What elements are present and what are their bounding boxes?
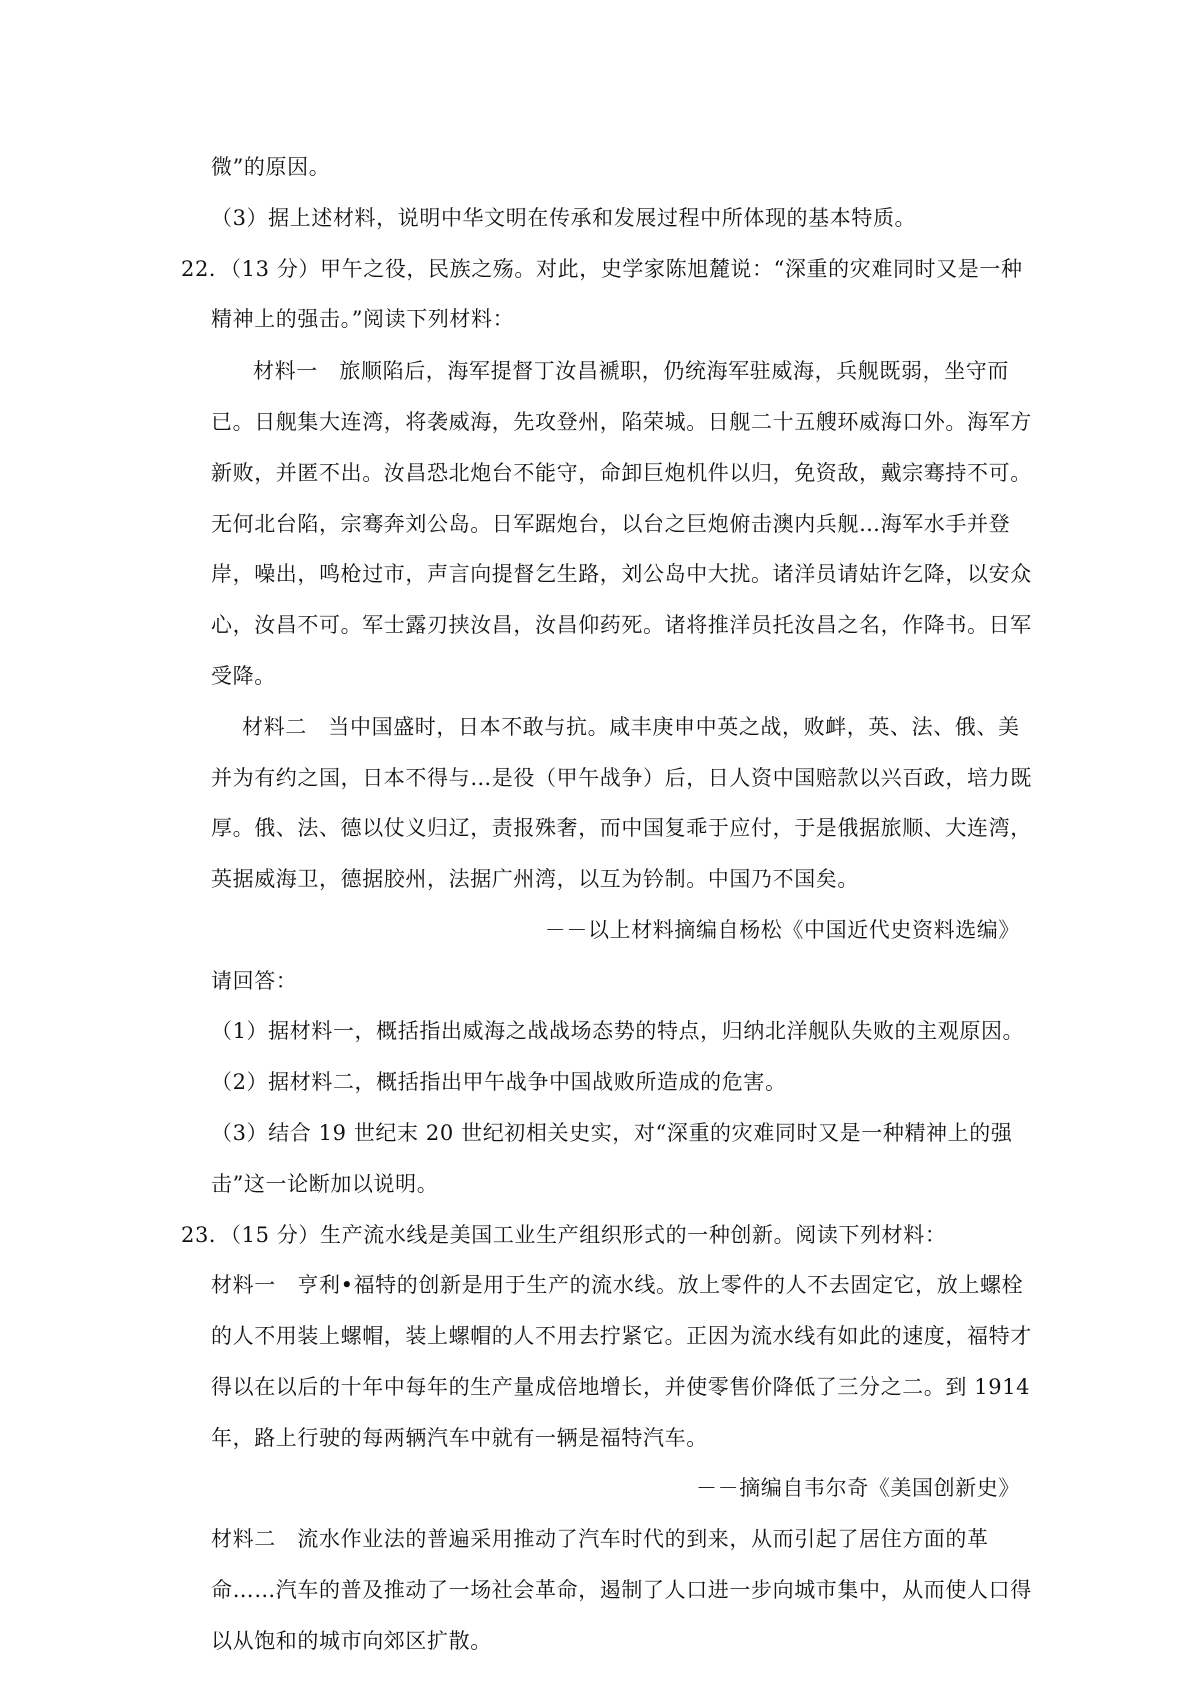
text-line: 微”的原因。 [211, 155, 331, 179]
material-2-line: 英据威海卫，德据胶州，法据广州湾，以互为钤制。中国乃不国矣。 [211, 867, 859, 891]
question-22-heading: 22．（13 分）甲午之役，民族之殇。对此，史学家陈旭麓说：“深重的灾难同时又是一种 [181, 257, 1023, 281]
material-1-line: 新败，并匿不出。汝昌恐北炮台不能守，命卸巨炮机件以归，免资敌，戴宗骞持不可。 [211, 461, 1032, 485]
material-1-line: 已。日舰集大连湾，将袭威海，先攻登州，陷荣城。日舰二十五艘环威海口外。海军方 [211, 410, 1032, 434]
material-1-line: 材料一 旅顺陷后，海军提督丁汝昌褫职，仍统海军驻威海，兵舰既弱，坐守而 [253, 359, 1009, 383]
text-line: 击”这一论断加以说明。 [211, 1172, 439, 1196]
material-1-line: 受降。 [211, 664, 276, 688]
material-1-line: 心，汝昌不可。军士露刃挟汝昌，汝昌仰药死。诸将推洋员托汝昌之名，作降书。日军 [211, 613, 1032, 637]
text-line: 精神上的强击。”阅读下列材料： [211, 307, 515, 331]
material-1-line: 得以在以后的十年中每年的生产量成倍地增长，并使零售价降低了三分之二。到 1914 [211, 1375, 1031, 1399]
material-2-line: 厚。俄、法、德以仗义归辽，责报殊奢，而中国复乖于应付，于是俄据旅顺、大连湾， [211, 816, 1032, 840]
source-citation: －－以上材料摘编自杨松《中国近代史资料选编》 [544, 918, 1020, 942]
material-2-line: 并为有约之国，日本不得与…是役（甲午战争）后，日人资中国赔款以兴百政，培力既 [211, 766, 1032, 790]
question-22-3: （3）结合 19 世纪末 20 世纪初相关史实，对“深重的灾难同时又是一种精神上的强 [211, 1121, 1013, 1145]
question-22-2: （2）据材料二，概括指出甲午战争中国战败所造成的危害。 [211, 1070, 787, 1094]
material-1-line: 无何北台陷，宗骞奔刘公岛。日军踞炮台，以台之巨炮俯击澳内兵舰…海军水手并登 [211, 512, 1011, 536]
material-2-line: 材料二 当中国盛时，日本不敢与抗。咸丰庚申中英之战，败衅，英、法、俄、美 [242, 715, 1020, 739]
material-1-line: 材料一 亨利•福特的创新是用于生产的流水线。放上零件的人不去固定它，放上螺栓 [211, 1273, 1024, 1297]
question-22-1: （1）据材料一，概括指出威海之战战场态势的特点，归纳北洋舰队失败的主观原因。 [211, 1019, 1025, 1043]
question-23-heading: 23．（15 分）生产流水线是美国工业生产组织形式的一种创新。阅读下列材料： [181, 1223, 947, 1247]
material-2-line: 材料二 流水作业法的普遍采用推动了汽车时代的到来，从而引起了居住方面的革 [211, 1527, 989, 1551]
material-1-line: 年，路上行驶的每两辆汽车中就有一辆是福特汽车。 [211, 1426, 708, 1450]
material-2-line: 命……汽车的普及推动了一场社会革命，遏制了人口进一步向城市集中，从而使人口得 [211, 1578, 1032, 1602]
source-citation: －－摘编自韦尔奇《美国创新史》 [696, 1476, 1020, 1500]
material-1-line: 岸，噪出，鸣枪过市，声言向提督乞生路，刘公岛中大扰。诸洋员请姑许乞降，以安众 [211, 562, 1032, 586]
material-2-line: 以从饱和的城市向郊区扩散。 [211, 1629, 492, 1653]
material-1-line: 的人不用装上螺帽，装上螺帽的人不用去拧紧它。正因为流水线有如此的速度，福特才 [211, 1324, 1032, 1348]
answer-prompt: 请回答： [211, 969, 298, 993]
question-21-3: （3）据上述材料，说明中华文明在传承和发展过程中所体现的基本特质。 [211, 206, 917, 230]
